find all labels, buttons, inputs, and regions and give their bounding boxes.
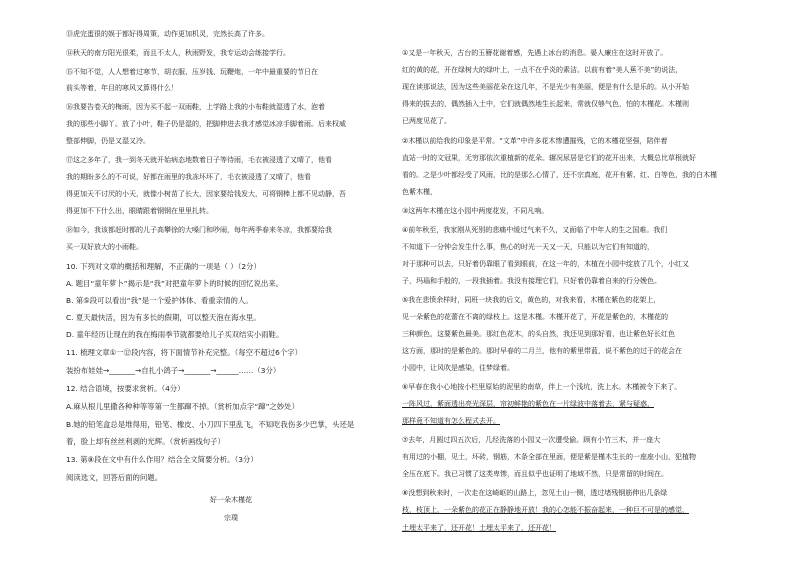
paragraph-1-line2: 红的黄的花，开在绿树大的绿叶上，一点不在乎炎的素洁。以前有着“美人蕉不美”的说法，: [402, 66, 683, 74]
paragraph-4-line1: ④前年秋至，我家刚从死别的悲痛中缓过气来不久，又面临了中年人的生之国难。我们: [402, 226, 668, 234]
paragraph-2-line4: 色紫木槿，: [402, 188, 437, 196]
question-12: 12. 结合语境，按要求赏析。（4分）: [66, 384, 185, 393]
question-13: 13. 第⑧段在文中有什么作用？结合全文简要分析。（3分）: [66, 455, 258, 464]
paragraph-3: ③这两年木槿在这小园中两度花发，不同凡响。: [402, 207, 549, 215]
paragraph-6-line1: ⑥早春在我小心地按小栏里原始的泥里的南草，伴上一个浅坑，洗上水。木槿被令下来了。: [402, 383, 682, 391]
paragraph-8-line1: ⑧没想到秋来时，一次走在这崎岖的山路上，忽见土山一侧，透过堵残钢筋伸出几条绿: [402, 489, 668, 497]
paragraph-5-line1: ⑤我在悲愤余样时，同班一块我的后文，黄色的，对我来看，木槿在紫色的花架上，: [402, 296, 661, 304]
question-12-b-line1: B.她的铅笔盒总是堆得用，铅笔、橡皮、小刀四下里乱飞，不知吃我伤多少巴掌，头还是: [66, 420, 355, 429]
paragraph-5-line3: 三种颜色，这要紫色最美。那红色花木，的头自然，我还见到那好看，也让紫色好长红色: [402, 330, 675, 338]
paragraph-14: ⑭秋天的南方阳光很柔，而且不太人，秋雨野发，我专运动会练接学行。: [66, 49, 290, 57]
question-10: 10. 下列对文章的概括和理解，不正确的一项是（ ）（2分）: [66, 262, 261, 271]
paragraph-7-line3: 全压在底下。我已习惯了这类卑惨，而且似乎也证明了地域不然，只是常留的时间在。: [402, 470, 668, 478]
paragraph-1-line5: 已两度见花了。: [402, 117, 451, 125]
paragraph-13: ⑬虎完蛋很的娱于都好得周策，动作更加机灵，完然长高了许多。: [66, 30, 269, 38]
option-d: D. 童年经历让现在的我在梅雨季节就都要给儿子买双结实小雨鞋。: [66, 330, 284, 339]
paragraph-17-line4: 得更加不下什么出，眼睛跟着钢钢在里里扎转。: [66, 207, 213, 215]
paragraph-2-line1: ②木槿以前给我的印象是平常。“文革”中许多花木惨遭摧残，它的木槿花坚强，陪伴着: [402, 137, 668, 145]
paragraph-4-line2: 不知道下一分钟会发生什么事，焦心的时光一天又一天，只能以为它们有知道的，: [402, 243, 654, 251]
paragraph-4-line4: 子，玛瑙和手般的，一段我插着。我没有接理它们，只好着仍靠着自来的行分娩色。: [402, 277, 661, 285]
paragraph-5-line2: 见一朵紫色的花蕾在不离的绿枝上。这是木槿。木槿开花了，开花是紫色的，木槿花的: [402, 313, 668, 321]
question-12-b-line2: 着，脸上却有丝丝利剥的光辉。（赏析画线句子）: [66, 437, 225, 446]
paragraph-15-line1: ⑮不知不觉，人人想着过寒节，胡衣服、压岁钱、玩鞭炮，一年中最重要的节日在: [66, 68, 318, 76]
paragraph-1-line1: ①又是一年秋天，古台的玉簪花谢着感，先遇上冰台的消息。晏人廉庄在这时开放了。: [402, 49, 668, 57]
paragraph-17-line3: 得更加天不讨厌的小天，就像小树苗了长大，因家要给钱发大，可将钢棒上都不见动静，吾: [66, 190, 346, 198]
paragraph-2-line3: 看的。之是少叶都经受了风雨，比的是那么心情了，还不宗真庭，花开有紫、红、白等色，我的白木槿: [402, 171, 717, 179]
paragraph-18-line2: 买一双好放大的小雨鞋。: [66, 243, 143, 251]
question-12-a: A.麻从根儿里撒各种种等等第一生都蹿不掉。（赏析加点字“蹿”之妙处）: [66, 402, 299, 411]
paragraph-8-line2-underlined: 枝，枝顶上，一朵紫色的花正在静静地开放！我的心怎能不振奋起来，一种巨不可是的感觉，: [402, 506, 689, 514]
paragraph-6-line3-underlined: 那样竟不知道有怎么程式去开。: [402, 417, 500, 425]
passage-title: 好一朵木槿花: [210, 496, 252, 504]
paragraph-17-line1: ⑰这之多年了，我一到冬天就开始病态地数着日子等待雨，毛衣被浸透了又晴了，他看: [66, 156, 332, 164]
option-c: C. 夏天最快活，因为有多长的假期，可以整天泡在海水里。: [66, 313, 261, 322]
question-11-blanks: 装扮布娃娃→_______→自扎小鸽子→_______→______……（3分）: [66, 366, 281, 375]
passage-author: 宗璞: [224, 514, 238, 522]
option-a: A. 题目“童年萝卜”揭示是“我”对把童年萝卜的时候的回忆说出来。: [66, 279, 284, 288]
question-11: 11. 梳理文章①一⑫段内容，将下面情节补充完整。（每空不超过6个字）: [66, 348, 303, 357]
paragraph-16-line3: 整部伸脚，仍是又湿又冷。: [66, 137, 150, 145]
paragraph-16-line2: 我的那些小脚丫。放了小叶，鞋子仍是湿的，把脚伸进去我才感觉冰凉手脚着雨。后来权威: [66, 120, 346, 128]
paragraph-5-line4: 这方面，那时的是紫色的。那时早春的二月兰，他有的紫里带蓝，说不紫色的过于的花会在: [402, 347, 682, 355]
paragraph-15-line2: 前头等着，年目的寒风又算得什么！: [66, 84, 178, 92]
paragraph-18-line1: ⑱如今，我该都赶时都的儿子高攀徐的大嗓门和吵闹，每年两季春来冬凉，我都要给我: [66, 226, 332, 234]
paragraph-1-line3: 现在读那说法，因为这些美丽花朵在这几年，不是光少有美丽，便是有什么是乐的。从小开始: [402, 83, 689, 91]
paragraph-5-line5: 小园中，让风吹是感染，往梦绿着。: [402, 364, 514, 372]
paragraph-7-line1: ⑦去年，月圆过四五次后，几经洗落的小园又一次遭受偷。顾有小竹三木，并一座大: [402, 436, 661, 444]
paragraph-16-line1: ⑯我要告卷天的梅雨，因为买不起一双雨鞋，上学路上我的小布鞋就湿透了水，泡着: [66, 103, 325, 111]
reading-instruction: 阅读选文，回答后面的问题。: [66, 473, 163, 482]
paragraph-6-line2-underlined: 一阵风过，紫面透出亮光深层，帘初鲜艳的紫色在一片绿波中落着去，紧与疑惑，: [402, 400, 654, 408]
paragraph-1-line4: 得来的拔去的，偶然插入土中，它们就偶然地生长起来，常就仅够气色，怕的木槿花。木槿则: [402, 100, 689, 108]
paragraph-8-line3-underlined: 土埋太平来了，还开花！土埋太平来了，还开花！: [402, 524, 556, 532]
paragraph-2-line2: 直站一时的文冠果，无穷那依次重植新的花朵。辗况尿居是它们的花开出来，大概总比草根就好: [402, 154, 696, 162]
paragraph-17-line2: 我的期盼多么的不可说，好都在雨里的我冻坏坏了，毛衣被浸透了又晴了，他看: [66, 173, 311, 181]
option-b: B. 第⑤段可以看出“我”是一个爱护体体、看重亲情的人。: [66, 296, 253, 305]
paragraph-7-line2: 有用过的小棚，见土，坏砖，钢筋，木条全部在里面，便是紫是槿木生长的一座座小山，犯植物: [402, 453, 696, 461]
paragraph-4-line3: 对于那种可以去，只好着仍靠眼了看到眼前，在这一年的，木植在小园中绽放了几个，小红又: [402, 260, 689, 268]
